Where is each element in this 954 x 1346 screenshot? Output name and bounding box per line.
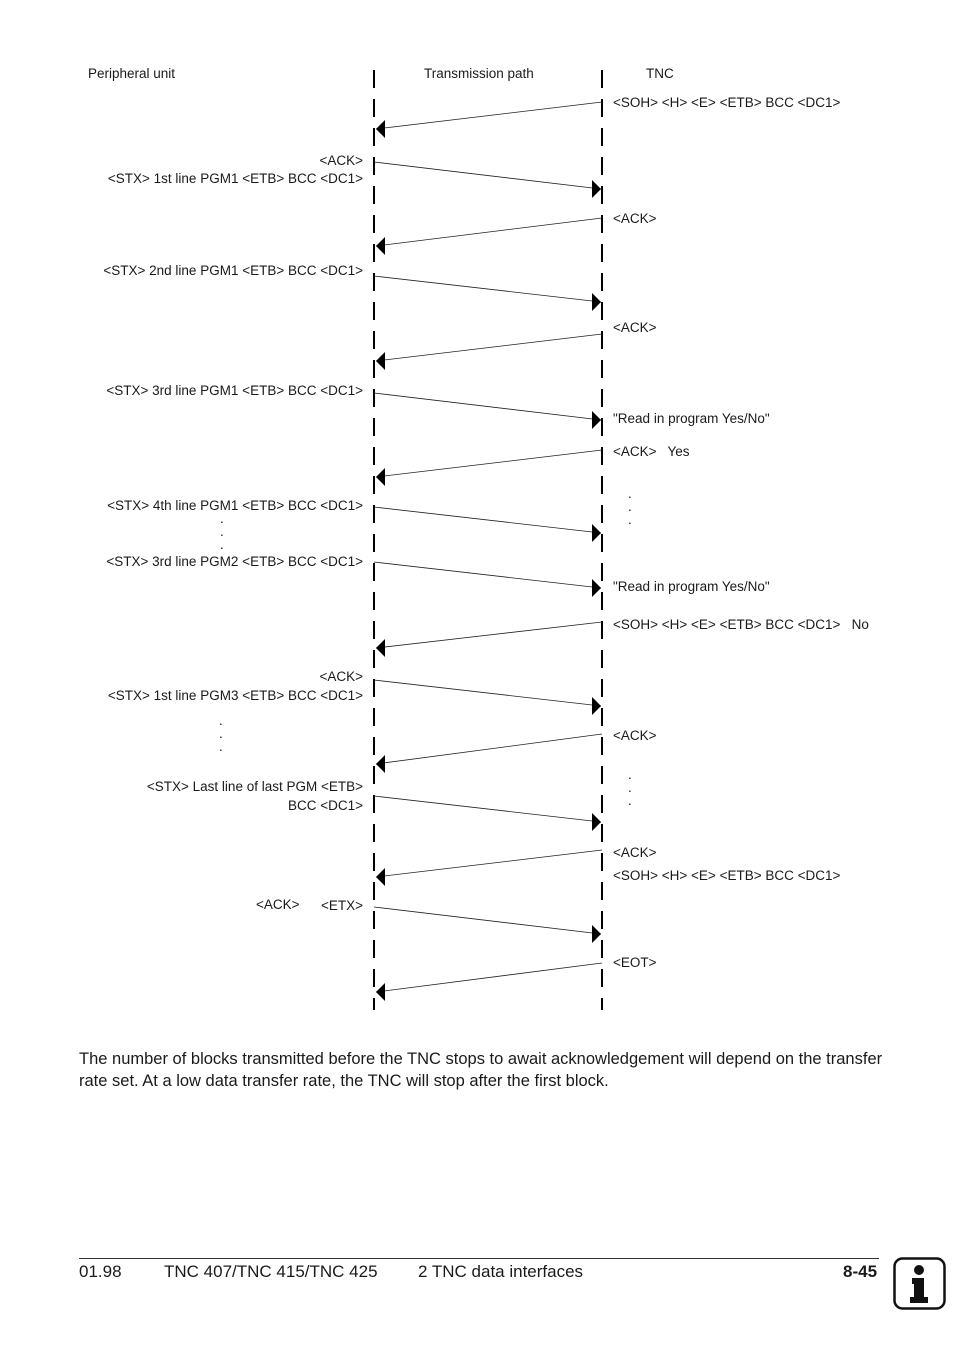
right-label: <SOH> <H> <E> <ETB> BCC <DC1> No	[613, 617, 869, 632]
footer-product: TNC 407/TNC 415/TNC 425	[164, 1262, 378, 1281]
column-header-peripheral-unit: Peripheral unit	[88, 66, 176, 81]
message-line	[376, 334, 602, 361]
page-number: 8-45	[843, 1262, 878, 1281]
footer-rule	[79, 1258, 879, 1259]
right-label: <ACK>	[613, 728, 657, 743]
right-label: <ACK>	[613, 320, 657, 335]
left-label: <STX> 1st line PGM1 <ETB> BCC <DC1>	[107, 171, 363, 186]
left-label: <STX> Last line of last PGM <ETB>	[146, 779, 363, 794]
left-label: <STX> 3rd line PGM2 <ETB> BCC <DC1>	[106, 554, 363, 569]
footer-date: 01.98	[79, 1262, 122, 1281]
arrowhead	[592, 925, 601, 943]
right-label: <ACK> Yes	[613, 444, 690, 459]
message-arrows	[374, 102, 602, 1001]
message-line	[376, 850, 602, 877]
left-label: <ACK>	[319, 153, 363, 168]
left-label: <ETX>	[320, 898, 363, 913]
column-header-tnc: TNC	[646, 66, 674, 81]
info-icon	[893, 1257, 946, 1310]
ellipsis-dot: .	[219, 726, 223, 741]
arrowhead	[592, 524, 601, 542]
right-label: "Read in program Yes/No"	[613, 411, 770, 426]
arrowhead	[376, 237, 385, 255]
arrowhead	[592, 813, 601, 831]
arrowhead	[376, 983, 385, 1001]
message-line	[376, 218, 602, 246]
message-line	[376, 102, 602, 129]
message-line	[374, 276, 601, 302]
right-label: <ACK>	[613, 211, 657, 226]
arrowhead	[376, 639, 385, 657]
message-line	[374, 393, 601, 420]
footer-section: 2 TNC data interfaces	[418, 1262, 584, 1281]
left-label: BCC <DC1>	[287, 798, 363, 813]
ellipsis-dot: .	[628, 512, 632, 527]
ellipsis-dot: .	[628, 793, 632, 808]
message-line	[374, 162, 601, 189]
lifelines	[374, 70, 602, 1010]
message-line	[374, 680, 601, 706]
arrowhead	[376, 755, 385, 773]
ellipsis-dot: .	[628, 499, 632, 514]
ellipsis-dot: .	[219, 713, 223, 728]
message-line	[376, 734, 602, 764]
arrowhead	[592, 180, 601, 198]
right-label: <EOT>	[613, 955, 657, 970]
right-label: <ACK>	[613, 845, 657, 860]
ellipsis-dot: .	[628, 767, 632, 782]
message-line	[374, 507, 601, 533]
arrowhead	[376, 120, 385, 138]
arrowhead	[592, 579, 601, 597]
column-header-transmission-path: Transmission path	[424, 66, 534, 81]
left-label: <STX> 1st line PGM3 <ETB> BCC <DC1>	[107, 688, 363, 703]
ellipsis-dot: .	[220, 524, 224, 539]
arrowhead	[592, 411, 601, 429]
ellipsis-dot: .	[220, 511, 224, 526]
left-label: <STX> 2nd line PGM1 <ETB> BCC <DC1>	[103, 263, 363, 278]
ellipsis-dot: .	[628, 780, 632, 795]
left-label: <ACK>	[256, 897, 300, 912]
message-line	[374, 796, 601, 822]
left-label: <ACK>	[319, 669, 363, 684]
left-label: <STX> 3rd line PGM1 <ETB> BCC <DC1>	[106, 383, 363, 398]
message-line	[374, 907, 601, 934]
arrowhead	[592, 293, 601, 311]
message-line	[376, 450, 602, 477]
arrowhead	[592, 697, 601, 715]
right-label: <SOH> <H> <E> <ETB> BCC <DC1>	[613, 95, 841, 110]
message-line	[376, 963, 602, 992]
arrowhead	[376, 352, 385, 370]
arrowhead	[376, 468, 385, 486]
ellipsis-dot: .	[220, 537, 224, 552]
arrowhead	[376, 868, 385, 886]
message-line	[374, 562, 601, 588]
message-line	[376, 622, 602, 648]
ellipsis-dot: .	[628, 486, 632, 501]
body-paragraph: The number of blocks transmitted before the TNC stops to await acknowledgement will depend on the transfer rate set. At a low data transfer rate, the TNC will stop after the first block.	[79, 1050, 883, 1090]
ellipsis-dot: .	[219, 739, 223, 754]
right-label: <SOH> <H> <E> <ETB> BCC <DC1>	[613, 868, 841, 883]
left-label: <STX> 4th line PGM1 <ETB> BCC <DC1>	[107, 498, 363, 513]
right-label: "Read in program Yes/No"	[613, 579, 770, 594]
